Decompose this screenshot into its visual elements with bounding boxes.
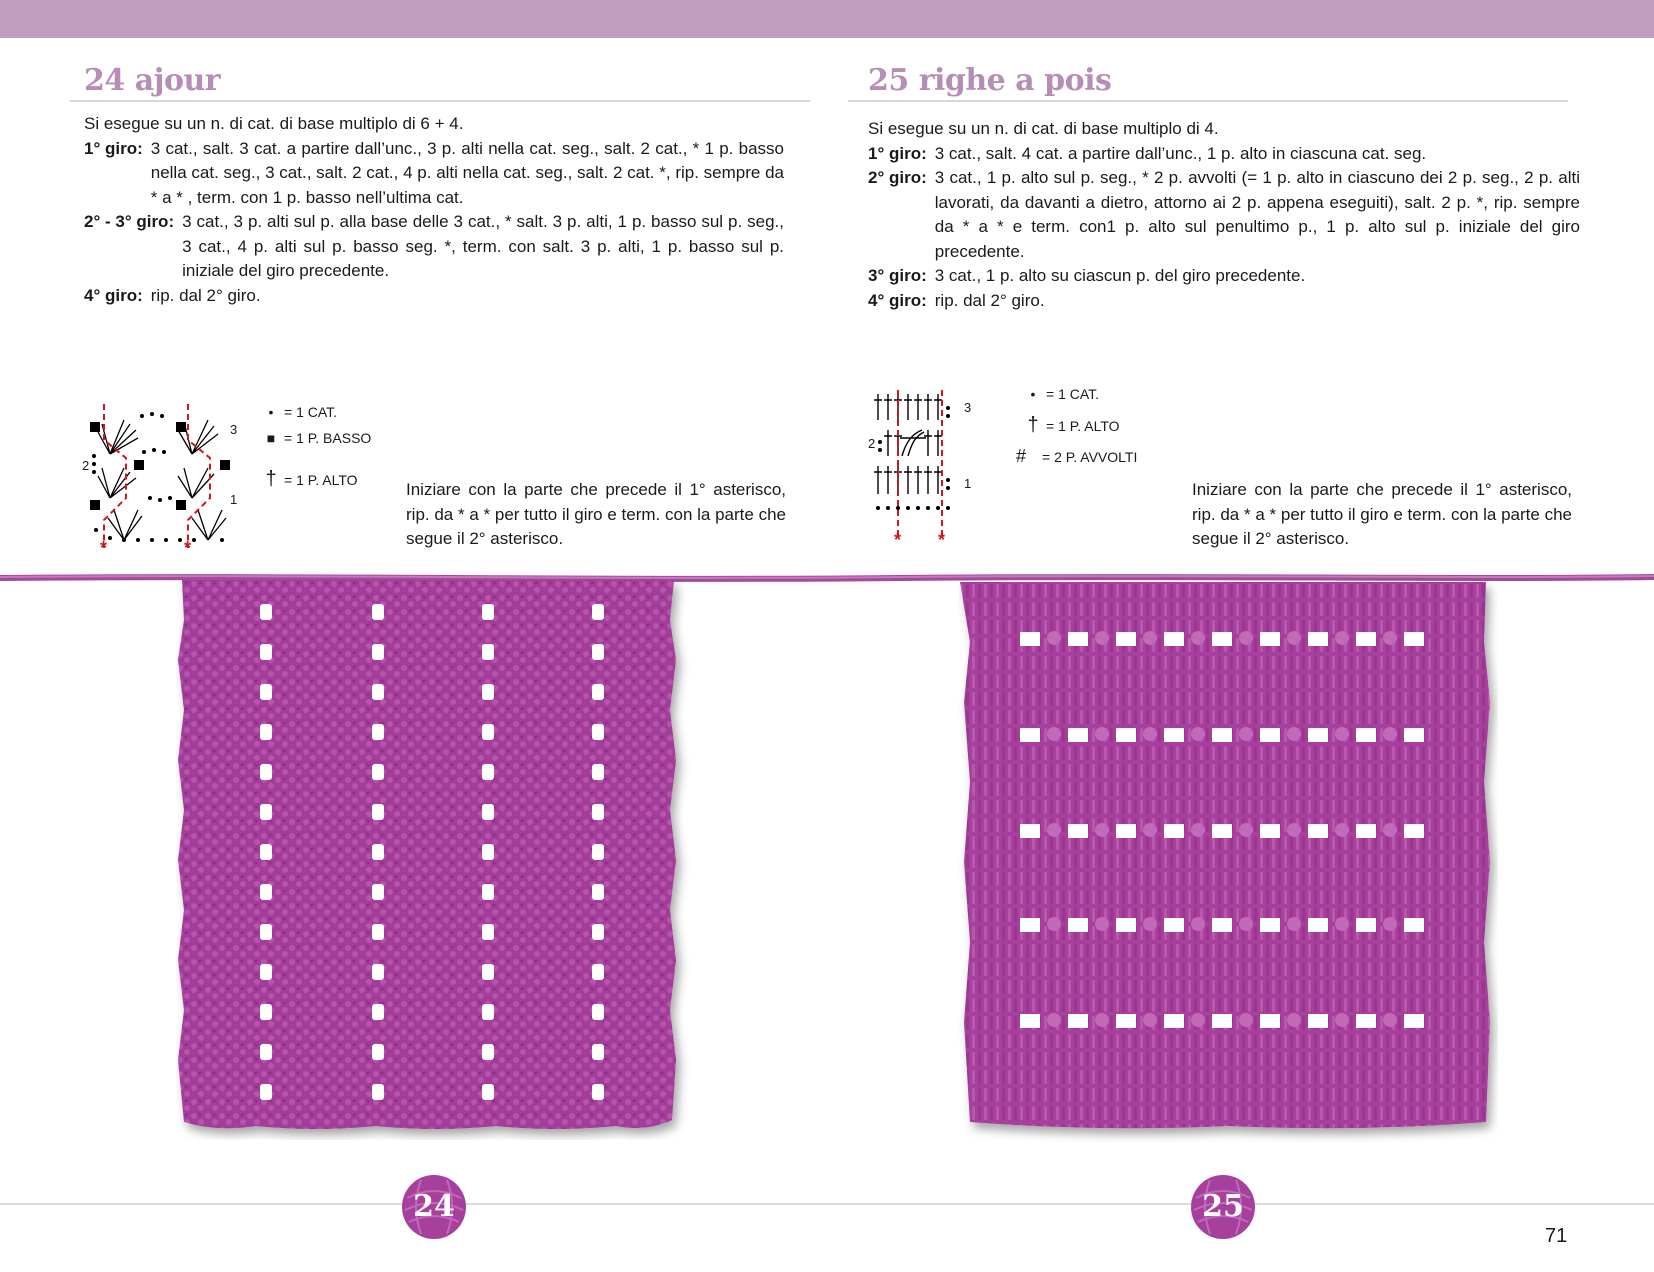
round-label: 2° giro: [868, 168, 927, 187]
page-number: 71 [1545, 1225, 1568, 1247]
crossed-stitch-icon: # [1015, 446, 1026, 466]
dot-icon: • [268, 404, 274, 420]
pattern-24-title: 24 ajour [84, 63, 221, 98]
legend-crossed [1004, 446, 1137, 467]
round-text: 3 cat., 3 p. alti sul p. alla base delle 3 cat., * salt. 3 p. alti, 1 p. basso sul p. seg., 3 cat., 4 p. alti sul p. basso seg. *, term. con salt. 3 p. alti, 1 p. basso sul p. iniziale del giro precedente. [182, 212, 784, 280]
round-2 [868, 166, 1580, 264]
round-3 [868, 264, 1580, 289]
pattern-25-chart [872, 386, 972, 546]
row-number: 3 [964, 400, 972, 415]
tall-stitch-icon: † [265, 468, 277, 490]
row-number: 1 [964, 476, 972, 491]
yarn-ball-badge-24 [401, 1174, 467, 1240]
dot-icon: • [1030, 386, 1036, 402]
round-label: 2° - 3° giro: [84, 212, 175, 231]
legend-label: = 1 P. BASSO [284, 430, 372, 446]
chart-asterisk: * [100, 538, 108, 558]
pattern-24-chart [80, 402, 250, 554]
round-label: 4° giro: [84, 285, 143, 305]
square-icon: ■ [266, 430, 276, 446]
legend-treble [1024, 414, 1120, 437]
legend-treble [262, 468, 358, 491]
pattern-25-intro: Si esegue su un n. di cat. di base multiplo di 4. [868, 119, 1219, 138]
pattern-25-instructions [868, 117, 1580, 313]
round-1 [868, 142, 1580, 167]
tall-stitch-icon: † [1027, 414, 1039, 436]
round-text: 3 cat., salt. 3 cat. a partire dall’unc., 3 p. alti nella cat. seg., salt. 2 cat., * 1 p. basso nella cat. seg., 3 cat., salt. 2 cat., 4 p. alti nella cat. seg., salt. 2 cat. *, rip. sempre da * a * , term. con 1 p. basso nell’ultima cat. [150, 138, 784, 207]
legend-label: = 1 CAT. [1046, 386, 1100, 402]
legend-label: = 1 P. ALTO [284, 471, 358, 488]
legend-chain [262, 404, 337, 420]
row-number: 1 [230, 492, 238, 507]
title-divider [70, 100, 810, 102]
round-text: 3 cat., 1 p. alto su ciascun p. del giro precedente. [934, 266, 1306, 285]
legend-label: = 1 CAT. [284, 404, 338, 420]
legend-label: = 2 P. AVVOLTI [1042, 448, 1138, 465]
round-text: 3 cat., 1 p. alto sul p. seg., * 2 p. avvolti (= 1 p. alto in ciascuno dei 2 p. seg., 2 p. alti lavorati, da davanti a dietro, attorno ai 2 p. appena eseguiti), salt. 2 p. *, rip. sempre da * a * e term. con1 p. alto sul penultimo p., 1 p. alto sul p. iniziale del giro precedente. [934, 168, 1580, 261]
round-text: 3 cat., salt. 4 cat. a partire dall’unc., 1 p. alto in ciascuna cat. seg. [934, 143, 1427, 163]
swatch-24-image [176, 580, 696, 1140]
title-divider [848, 100, 1568, 102]
legend-chain [1024, 386, 1099, 402]
yarn-ball-badge-25 [1190, 1174, 1256, 1240]
round-1 [84, 137, 784, 211]
row-number: 2 [82, 458, 90, 473]
pattern-25-title: 25 righe a pois [868, 63, 1112, 98]
pattern-25-header [868, 38, 1608, 100]
row-number: 3 [230, 422, 238, 437]
legend-label: = 1 P. ALTO [1046, 417, 1120, 434]
round-text: rip. dal 2° giro. [150, 285, 261, 305]
round-2-3 [84, 210, 784, 284]
round-label: 1° giro: [84, 138, 143, 158]
swatch-25-image [958, 582, 1498, 1142]
round-4 [868, 289, 1580, 314]
badge-number: 24 [413, 1189, 455, 1224]
footer-divider [0, 1203, 1654, 1205]
pattern-24-instructions [84, 112, 784, 308]
chart-asterisk: * [894, 530, 902, 550]
row-number: 2 [868, 436, 876, 451]
badge-number: 25 [1202, 1189, 1244, 1224]
round-label: 4° giro: [868, 290, 927, 310]
header-band [0, 0, 1654, 38]
chart-asterisk: * [938, 530, 946, 550]
round-4 [84, 284, 784, 309]
pattern-24-note: Iniziare con la parte che precede il 1° asterisco, rip. da * a * per tutto il giro e term. con la parte che segue il 2° asterisco. [406, 480, 786, 548]
pattern-24-intro: Si esegue su un n. di cat. di base multiplo di 6 + 4. [84, 114, 464, 133]
round-label: 1° giro: [868, 143, 927, 163]
pattern-25-note: Iniziare con la parte che precede il 1° asterisco, rip. da * a * per tutto il giro e term. con la parte che segue il 2° asterisco. [1192, 480, 1572, 548]
round-text: rip. dal 2° giro. [934, 290, 1045, 310]
pattern-24-header [84, 38, 824, 100]
chart-asterisk: * [184, 538, 192, 558]
round-label: 3° giro: [868, 266, 927, 285]
legend-single [262, 430, 371, 446]
